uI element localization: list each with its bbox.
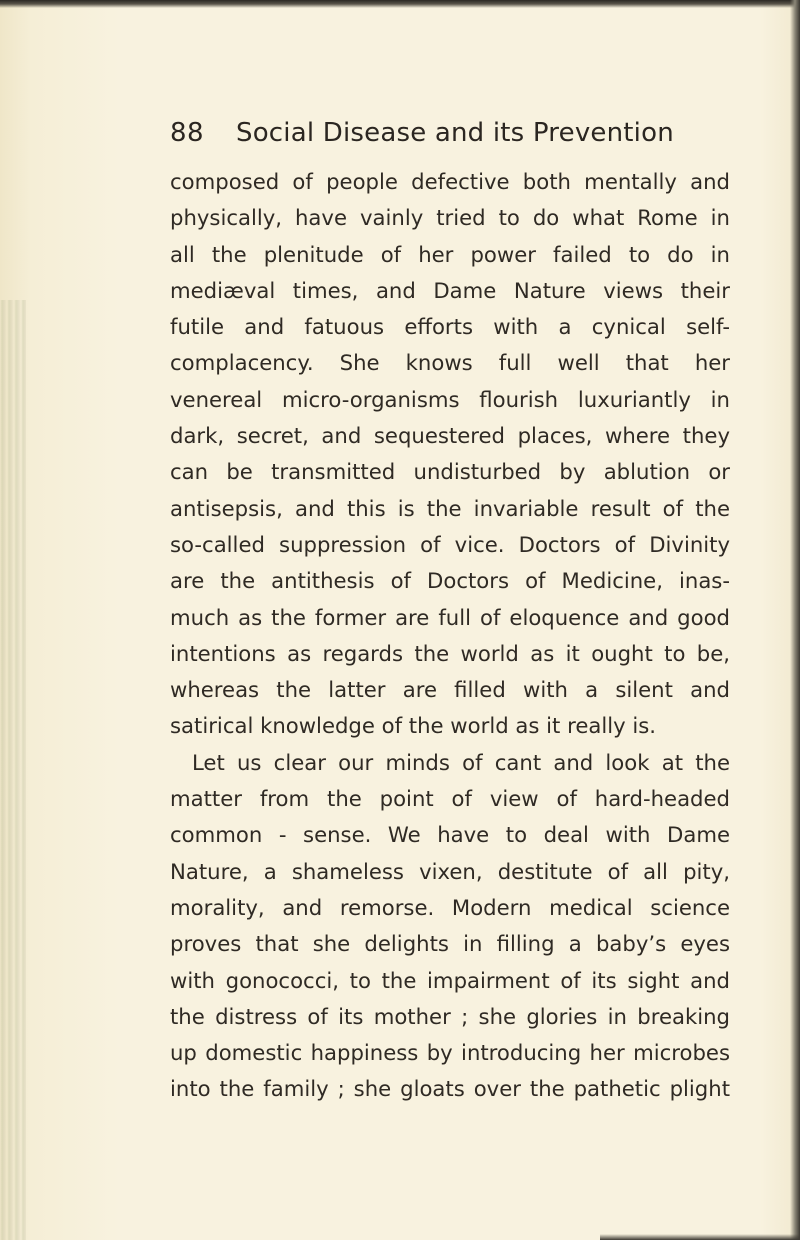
text-line: matter from the point of view of hard-headed <box>170 786 730 812</box>
text-line: all the plenitude of her power failed to do in <box>170 241 730 267</box>
scan-edge-top <box>0 0 800 8</box>
page-number: 88 <box>170 118 205 148</box>
text-line: antisepsis, and this is the invariable result of the <box>170 495 730 521</box>
text-line: physically, have vainly tried to do what Rome in <box>170 205 730 231</box>
running-head <box>0 118 800 158</box>
body-text <box>170 164 730 1108</box>
scan-edge-bottom <box>600 1234 800 1240</box>
text-line: morality, and remorse. Modern medical science <box>170 894 730 920</box>
text-line: common - sense. We have to deal with Dame <box>170 822 730 848</box>
text-line: with gonococci, to the impairment of its sight and <box>170 967 730 993</box>
text-line: composed of people defective both mentally and <box>170 169 730 194</box>
text-line: complacency. She knows full well that her <box>170 350 730 376</box>
page-spine-shadow <box>0 300 26 1240</box>
text-line: are the antithesis of Doctors of Medicine, inas- <box>170 568 730 594</box>
text-line: into the family ; she gloats over the pathetic plight <box>170 1076 730 1102</box>
text-line: Nature, a shameless vixen, destitute of all pity, <box>170 858 730 884</box>
text-line: intentions as regards the world as it ought to be, <box>170 640 730 666</box>
text-line: proves that she delights in filling a baby’s eyes <box>170 931 730 957</box>
text-line: so-called suppression of vice. Doctors of Divinity <box>170 531 730 557</box>
text-line: can be transmitted undisturbed by ablution or <box>170 459 730 485</box>
scan-edge-right <box>790 0 800 1240</box>
text-line: the distress of its mother ; she glories in breaking <box>170 1003 730 1029</box>
text-line: futile and fatuous efforts with a cynical self- <box>170 314 730 340</box>
text-line: dark, secret, and sequestered places, where they <box>170 423 730 449</box>
text-line-paragraph-start: Let us clear our minds of cant and look at the <box>192 749 730 775</box>
text-line: up domestic happiness by introducing her microbes <box>170 1040 730 1066</box>
text-line: venereal micro-organisms flourish luxuriantly in <box>170 386 730 412</box>
text-line: mediæval times, and Dame Nature views their <box>170 277 730 303</box>
text-line: whereas the latter are filled with a silent and <box>170 677 730 703</box>
text-line-paragraph-end: satirical knowledge of the world as it really is. <box>170 713 657 739</box>
text-line: much as the former are full of eloquence and good <box>170 604 730 630</box>
header-title: Social Disease and its Prevention <box>236 118 674 148</box>
